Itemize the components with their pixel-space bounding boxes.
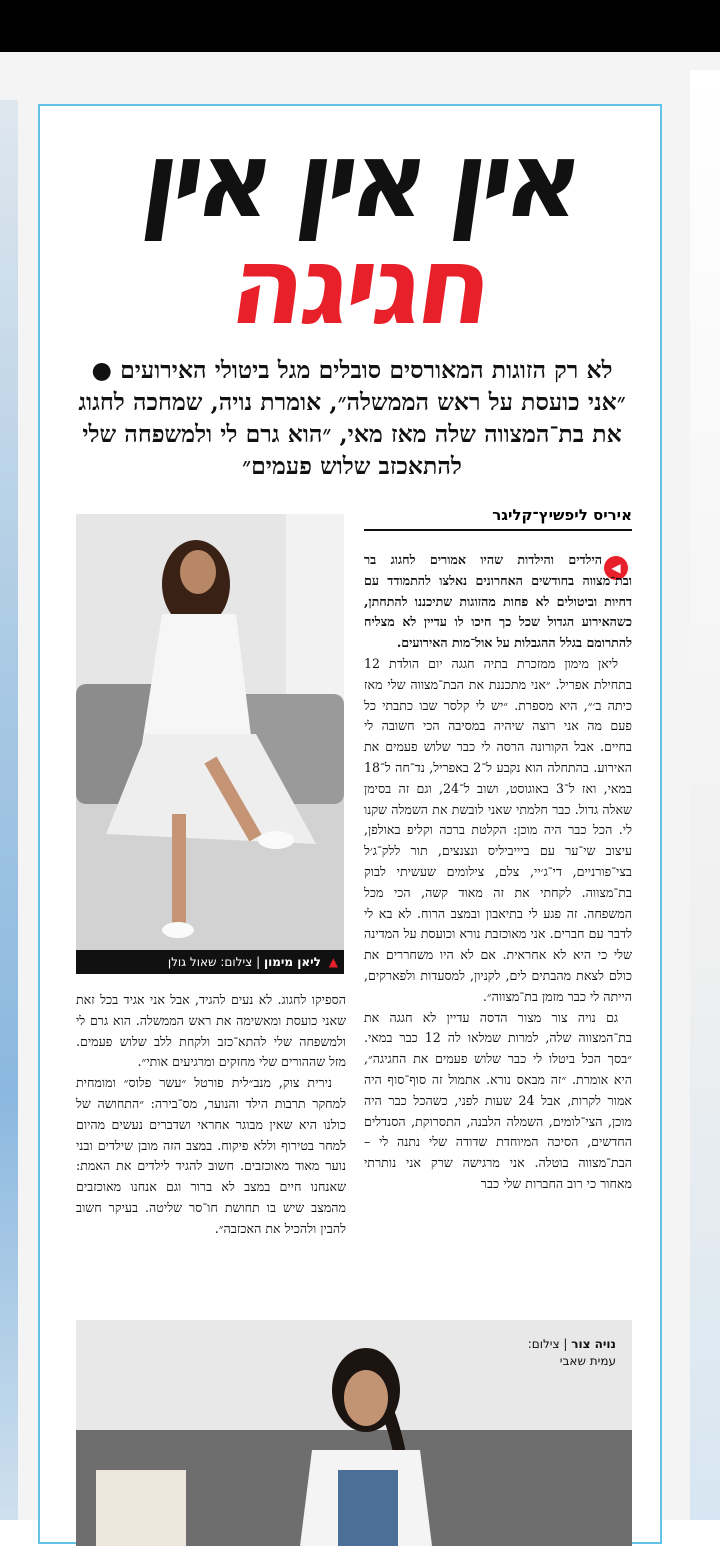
subheadline: לא רק הזוגות המאורסים סובלים מגל ביטולי האירועים ● ״אני כועסת על ראש הממשלה״, אומרת נויה, שמחכה לחגוג את בת־המצווה שלה מאז מאי, ״הוא גרם לי ולמשפחה שלי להתאכזב שלוש פעמים״: [78, 356, 626, 480]
page-margin-right: [690, 70, 720, 1520]
photo2-caption: [476, 1336, 616, 1370]
status-bar: [0, 0, 720, 52]
lead-paragraph: הילדים והילדות שהיו אמורים לחגוג בר ובת־מצווה בחודשים האחרונים נאלצו להתמודד עם דחיות וביטולים לא פחות מהזוגות שתיכננו להתחתן, כשהאירוע הגדול שכל כך חיכו לו עדיין לא מצליח להתרומם בגלל ההגבלות על אול־מות האירועים.: [364, 552, 632, 651]
body-paragraph: ליאן מימון ממזכרת בתיה חגגה יום הולדת 12 בתחילת אפריל. ״אני מתכננת את הבת־מצווה שלי מאז כיתה ב׳״, היא מספרת. ״יש לי קלסר שבו כתבתי כל פעם מה אני רוצה שיהיה במסיבה הכי חשובה לי בחיים. אבל הקורונה הרסה לי כבר שלוש פעמים את האירוע. בהתחלה הוא נקבע ל־2 באפריל, נד־חה ל־18 במאי, ואז ל־3 באוגוסט, ושוב ל־24, וגם זה בסימן שאלה גדול. כבר חלמתי שאני לובשת את השמלה שקנו לי. הכל כבר היה מוכן: הקלטת ברכה וקליפ באולפן, עיצוב שי־ער עם ביייביליס ונצנצים, תור ללק־ג׳ל בצי־פורניים, די־ג׳יי, צלם, צילומים שעשיתי לבוק בת־מצווה. לקחתי את זה מאוד קשה, הכי מכל המשפחה. זה פגע לי בתיאבון ובמצב הרוח. לא בא לי לדבר עם חברים. אני מאוכזבת נורא וכועסת על המדינה שלי כי היא לא אחראית. אם לא היו משחררים את כולם לצאת מהבתים לים, לקניון, למסעדות ולפארקים, הייתה לי כבר מזמן בת־מצווה״.: [364, 655, 632, 1004]
author-byline: איריס ליפשיץ־קליגר: [492, 506, 632, 524]
caption-separator: |: [256, 955, 261, 969]
headline-line1: אין אין אין: [135, 119, 585, 241]
body-paragraph: גם נויה צור מצור הדסה עדיין לא חגגה את בת־המצווה שלה, למרות שמלאו לה 12 כבר במאי. ״בסך הכל ביטלו לי כבר שלוש פעמים את החגיגה״, היא אומרת. ״זה מבאס נורא. אתמול זה סוף־סוף היה אמור לקרות, אבל 24 שעות לפני, כשהכל כבר היה מוכן, הצי־לומים, השמלה הלבנה, התסרוקת, הסנדלים החדשים, הסיכה המיוחדת שדודה שלי נתנה לי – הבת־מצווה בוטלה. אני מרגישה שרק אני נותרתי מאחור כי רוב החברות שלי כבר: [364, 1009, 632, 1191]
adjacent-page-edge: [0, 100, 18, 1520]
body-paragraph: הספיקו לחגוג. לא נעים להגיד, אבל אני אגיד בכל זאת שאני כועסת ומאשימה את ראש הממשלה. הוא גרם לי ולמשפחה שלי להתא־כזב ולקחת ללב שלוש פעמים. מזל שההורים שלי מחזקים ומרגיעים אותי״.: [76, 992, 346, 1070]
caption-credit-name: עמית שאבי: [559, 1354, 616, 1368]
byline-rule: [364, 529, 632, 531]
caption-credit: צילום: שאול גולן: [167, 955, 253, 969]
caption-triangle-icon: ▲: [328, 955, 338, 969]
caption-name: נויה צור: [571, 1337, 616, 1351]
headline-line2: חגיגה: [222, 224, 498, 349]
caption-credit-label: צילום:: [527, 1337, 560, 1351]
article-column-left: [76, 990, 346, 1240]
caption-name: ליאן מימון: [263, 955, 321, 969]
photo-liyan-maimon: [76, 514, 344, 954]
article-column-right: [364, 550, 632, 1195]
caption-separator: |: [563, 1337, 568, 1351]
body-paragraph: נירית צוק, מנב״לית פורטל ״עשר פלוס״ ומומחית למחקר תרבות הילד והנוער, מס־בירה: ״התחושה של כולנו היא שאין מבוגר אחראי ושדברים נעשים מהיום למחר בטירוף וללא פיקוח. במצב הזה מובן שילדים ובני נוער מאוד מאוכזבים. חשוב להגיד לילדים את האמת: שאנחנו חיים במצב לא ברור וגם אנחנו מאוכזבים מהמצב שיש בו תחושת חו־סר שליטה. בעיקר חשוב להבין ולהכיל את האכזבה״.: [76, 1075, 346, 1236]
photo-illustration: [76, 514, 344, 954]
photo1-caption: [76, 950, 344, 974]
article: [38, 104, 662, 1544]
lead-marker-icon: ◀: [604, 556, 628, 580]
